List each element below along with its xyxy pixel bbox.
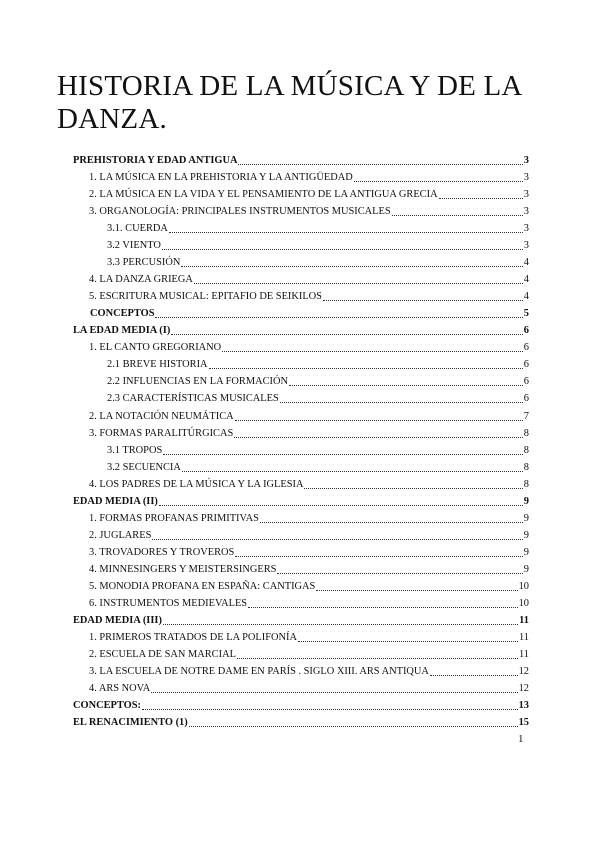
toc-entry-page: 12	[518, 665, 529, 677]
toc-entry-page: 11	[519, 614, 529, 626]
toc-entry-page: 4	[523, 257, 529, 269]
toc-entry-page: 6	[523, 376, 529, 388]
toc-entry[interactable]	[73, 303, 529, 320]
toc-entry[interactable]	[73, 457, 529, 474]
toc-entry[interactable]	[73, 320, 529, 337]
toc-entry-page: 6	[523, 393, 529, 405]
toc-entry[interactable]	[73, 405, 529, 422]
toc-dot-leader	[392, 207, 523, 216]
toc-entry-title: 3. TROVADORES Y TROVEROS	[89, 546, 235, 558]
toc-dot-leader	[155, 309, 522, 318]
toc-entry[interactable]	[73, 712, 529, 729]
toc-entry-title: 2.2 INFLUENCIAS EN LA FORMACIÓN	[107, 376, 288, 388]
toc-dot-leader	[277, 565, 522, 574]
toc-dot-leader	[209, 360, 523, 369]
toc-entry-title: 5. MONODIA PROFANA EN ESPAÑA: CANTIGAS	[89, 580, 316, 592]
toc-entry[interactable]	[73, 423, 529, 440]
toc-entry-title: PREHISTORIA Y EDAD ANTIGUA	[73, 155, 238, 167]
toc-dot-leader	[238, 156, 522, 165]
toc-dot-leader	[439, 190, 523, 199]
toc-dot-leader	[181, 258, 522, 267]
toc-entry[interactable]	[73, 491, 529, 508]
toc-entry-title: 3. FORMAS PARALITÚRGICAS	[89, 427, 234, 439]
toc-entry-title: 3.3 PERCUSIÓN	[107, 257, 181, 269]
toc-dot-leader	[159, 497, 523, 506]
toc-entry[interactable]	[73, 542, 529, 559]
toc-entry-page: 7	[523, 410, 529, 422]
toc-entry-page: 10	[518, 597, 529, 609]
toc-entry-title: 2. JUGLARES	[89, 529, 152, 541]
toc-entry-page: 9	[523, 546, 529, 558]
toc-entry[interactable]	[73, 269, 529, 286]
toc-entry[interactable]	[73, 627, 529, 644]
toc-dot-leader	[323, 292, 523, 301]
toc-entry-title: 4. ARS NOVA	[89, 683, 151, 694]
toc-entry-title: 3.1 TROPOS	[107, 444, 163, 456]
toc-entry-title: 6. INSTRUMENTOS MEDIEVALES	[89, 597, 248, 609]
toc-dot-leader	[316, 582, 517, 591]
toc-entry-title: 1. LA MÚSICA EN LA PREHISTORIA Y LA ANTIGÜEDAD	[89, 172, 353, 184]
toc-entry-title: CONCEPTOS:	[73, 700, 141, 712]
toc-entry[interactable]	[73, 286, 529, 303]
toc-entry-page: 6	[523, 342, 529, 354]
toc-dot-leader	[280, 394, 523, 403]
toc-entry-page: 3	[523, 206, 529, 218]
toc-entry-page: 9	[523, 563, 529, 575]
toc-entry[interactable]	[73, 354, 529, 371]
toc-dot-leader	[222, 343, 523, 352]
toc-entry-title: 2.1 BREVE HISTORIA	[107, 359, 208, 371]
toc-dot-leader	[298, 633, 518, 642]
toc-entry[interactable]	[73, 661, 529, 678]
toc-entry-page: 4	[523, 291, 529, 303]
toc-entry-title: LA EDAD MEDIA (I)	[73, 325, 171, 337]
toc-entry-page: 4	[523, 274, 529, 286]
toc-entry-title: 4. LOS PADRES DE LA MÚSICA Y LA IGLESIA	[89, 478, 304, 490]
toc-entry-page: 13	[518, 700, 529, 712]
toc-entry-title: 4. MINNESINGERS Y MEISTERSINGERS	[89, 563, 277, 575]
toc-entry-page: 12	[518, 683, 529, 694]
toc-entry[interactable]	[73, 474, 529, 491]
toc-entry-title: 3.2 SECUENCIA	[107, 461, 181, 473]
toc-entry-page: 8	[523, 444, 529, 456]
toc-entry[interactable]	[73, 559, 529, 576]
toc-entry[interactable]	[73, 184, 529, 201]
toc-entry-title: 5. ESCRITURA MUSICAL: EPITAFIO DE SEIKILOS	[89, 291, 322, 303]
toc-dot-leader	[289, 377, 523, 386]
toc-entry[interactable]	[73, 201, 529, 218]
toc-entry-page: 3	[523, 155, 529, 167]
toc-dot-leader	[151, 684, 517, 693]
toc-dot-leader	[234, 429, 523, 438]
toc-entry-page: 5	[523, 308, 529, 320]
toc-entry-page: 9	[523, 529, 529, 541]
toc-dot-leader	[354, 173, 523, 182]
toc-dot-leader	[142, 701, 518, 710]
toc-entry-page: 3	[523, 172, 529, 184]
toc-dot-leader	[163, 616, 518, 625]
toc-entry-title: 2.3 CARACTERÍSTICAS MUSICALES	[107, 393, 279, 405]
toc-dot-leader	[304, 480, 522, 489]
toc-entry[interactable]	[73, 388, 529, 405]
toc-entry-page: 8	[523, 461, 529, 473]
toc-entry-title: EDAD MEDIA (III)	[73, 614, 162, 626]
toc-entry-title: 1. EL CANTO GREGORIANO	[89, 342, 222, 354]
document-title: HISTORIA DE LA MÚSICA Y DE LA DANZA.	[57, 70, 521, 135]
toc-entry[interactable]	[73, 695, 529, 712]
toc-entry-page: 3	[523, 240, 529, 252]
toc-dot-leader	[248, 599, 518, 608]
toc-entry-page: 10	[518, 580, 529, 592]
toc-dot-leader	[169, 224, 523, 233]
toc-entry-title: 2. ESCUELA DE SAN MARCIAL	[89, 648, 236, 660]
toc-dot-leader	[260, 514, 523, 523]
toc-entry[interactable]	[73, 252, 529, 269]
toc-dot-leader	[182, 463, 523, 472]
toc-entry[interactable]	[73, 440, 529, 457]
toc-entry[interactable]	[73, 235, 529, 252]
toc-entry-title: 1. PRIMEROS TRATADOS DE LA POLIFONÍA	[89, 631, 297, 643]
page-number: 1	[518, 733, 524, 745]
toc-entry-title: EDAD MEDIA (II)	[73, 495, 158, 507]
toc-entry[interactable]	[73, 167, 529, 184]
toc-dot-leader	[163, 446, 523, 455]
toc-entry-title: 3. LA ESCUELA DE NOTRE DAME EN PARÍS . SIGLO XIII. ARS ANTIQUA	[89, 665, 429, 677]
toc-entry-page: 9	[523, 495, 529, 507]
toc-entry-page: 11	[518, 631, 529, 643]
toc-dot-leader	[171, 326, 523, 335]
toc-entry[interactable]	[73, 678, 529, 695]
toc-dot-leader	[189, 718, 518, 727]
toc-entry-title: CONCEPTOS	[90, 308, 155, 320]
toc-entry[interactable]	[73, 337, 529, 354]
table-of-contents	[73, 150, 529, 729]
toc-entry-title: 2. LA NOTACIÓN NEUMÁTICA	[89, 410, 234, 422]
toc-entry[interactable]	[73, 150, 529, 167]
toc-dot-leader	[237, 650, 518, 659]
toc-dot-leader	[430, 667, 518, 676]
toc-dot-leader	[235, 548, 522, 557]
toc-entry-title: 3.1. CUERDA	[107, 223, 168, 235]
toc-entry-title: 3. ORGANOLOGÍA: PRINCIPALES INSTRUMENTOS MUSICALES	[89, 206, 391, 218]
toc-entry-title: EL RENACIMIENTO (1)	[73, 717, 188, 729]
toc-entry-page: 3	[523, 223, 529, 235]
toc-entry[interactable]	[73, 218, 529, 235]
toc-entry-page: 8	[523, 427, 529, 439]
toc-entry[interactable]	[73, 508, 529, 525]
toc-entry-page: 15	[518, 717, 529, 729]
toc-entry-title: 1. FORMAS PROFANAS PRIMITIVAS	[89, 512, 259, 524]
toc-entry[interactable]	[73, 593, 529, 610]
toc-entry[interactable]	[73, 371, 529, 388]
toc-dot-leader	[194, 275, 523, 284]
toc-entry[interactable]	[73, 525, 529, 542]
toc-entry[interactable]	[73, 610, 529, 627]
toc-dot-leader	[235, 412, 523, 421]
toc-entry-page: 11	[518, 648, 529, 660]
toc-entry-page: 9	[523, 512, 529, 524]
toc-dot-leader	[162, 241, 523, 250]
toc-entry-page: 6	[523, 359, 529, 371]
toc-dot-leader	[152, 531, 522, 540]
toc-entry-title: 4. LA DANZA GRIEGA	[89, 274, 193, 286]
toc-entry[interactable]	[73, 644, 529, 661]
toc-entry-page: 3	[523, 189, 529, 201]
toc-entry-title: 2. LA MÚSICA EN LA VIDA Y EL PENSAMIENTO DE LA ANTIGUA GRECIA	[89, 189, 438, 201]
toc-entry-page: 8	[523, 478, 529, 490]
toc-entry-page: 6	[523, 325, 529, 337]
toc-entry[interactable]	[73, 576, 529, 593]
toc-entry-title: 3.2 VIENTO	[107, 240, 161, 252]
